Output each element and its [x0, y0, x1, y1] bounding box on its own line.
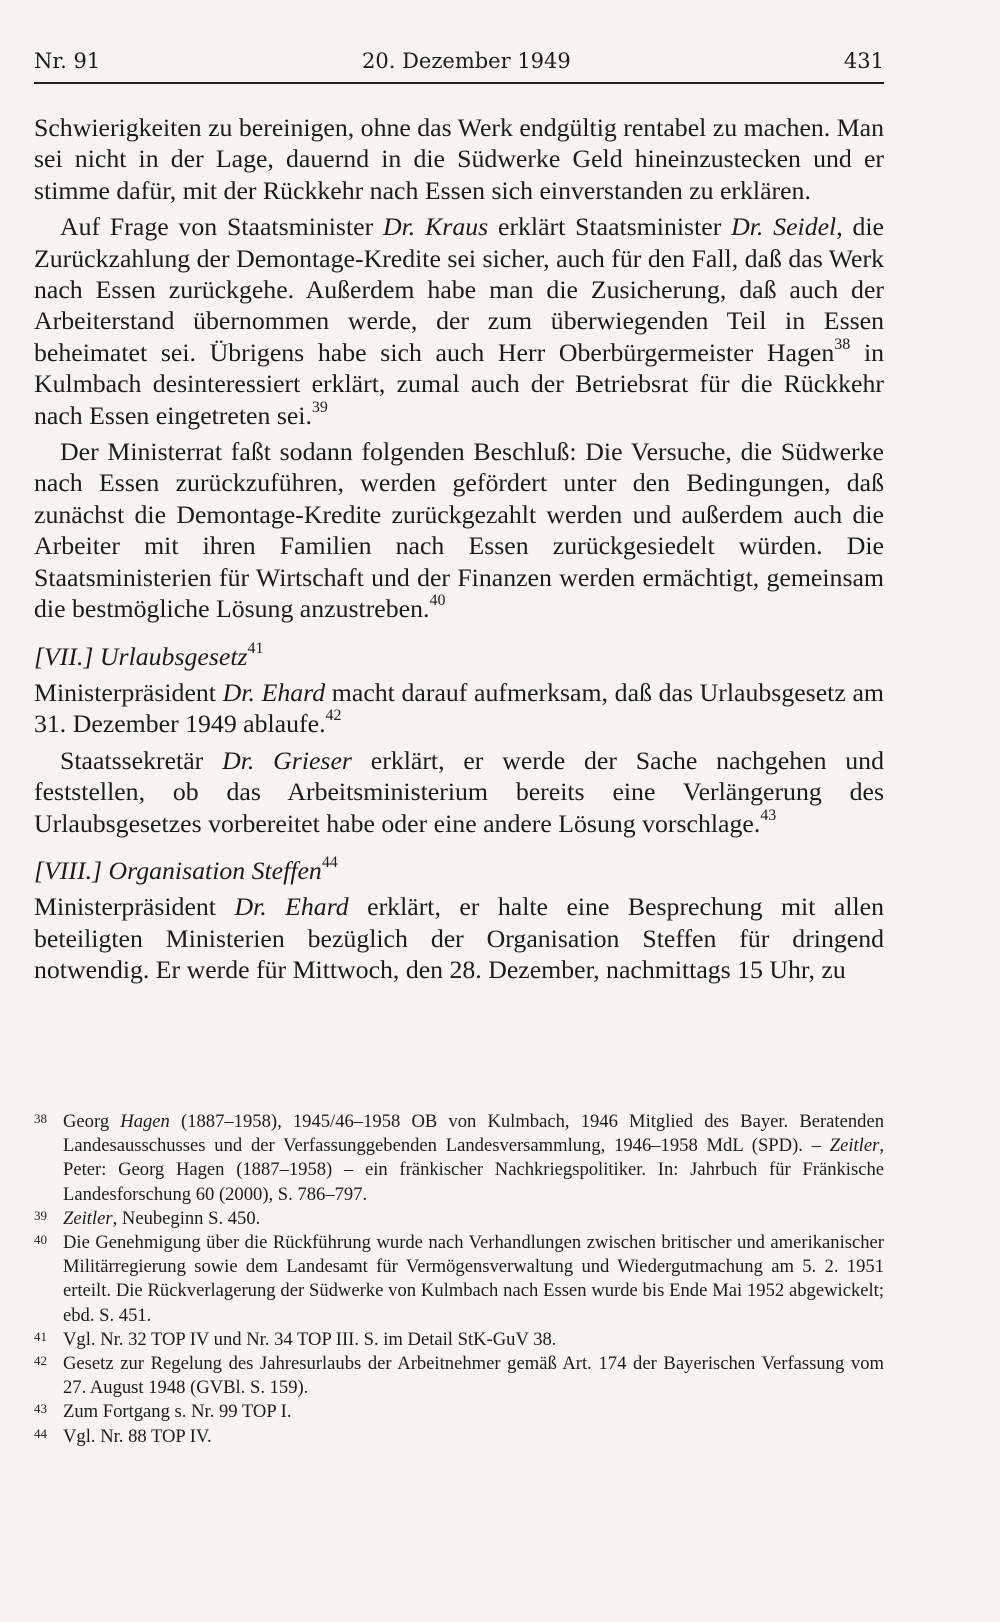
footnotes [34, 1110, 884, 1449]
paragraph-continuation: Schwierigkeiten zu bereinigen, ohne das Werk endgültig rentabel zu machen. Man sei nicht in der Lage, dauernd in die Südwerke Geld hineinzustecken und er stimme dafür, mit der Rückkehr nach Essen sich einverstanden zu erklären. [34, 113, 884, 205]
footnote-ref[interactable]: 42 [325, 707, 342, 725]
footnote-44: 44 Vgl. Nr. 88 TOP IV. [34, 1425, 212, 1447]
paragraph-grieser: Staatssekretär Dr. Grieser erklärt, er werde der Sache nachgehen und feststellen, ob das Arbeitsministerium bereits eine Verlängerung des Urlaubsgesetzes vorbereitet habe oder eine andere Lösung vorschlage.$^{43}$ [34, 745, 884, 838]
footnote-43: 43 Zum Fortgang s. Nr. 99 TOP I. [34, 1401, 292, 1423]
footnote-40: 40 Die Genehmigung über die Rückführung wurde nach Verhandlungen zwischen britischer und amerikanischer Militärregierung sowie dem Landesamt für Vermögensverwaltung und Wiedergutmachung am 5. 2. 1951 erteilt. Die Rückverlagerung der Südwerke von Kulmbach nach Essen wurde bis Ende Mai 1952 abgewickelt; ebd. S. 451. [34, 1232, 884, 1326]
footnote-number: 39 [34, 1207, 47, 1223]
person-name: Dr. Seidel [731, 212, 837, 242]
paragraph-beschluss: Der Ministerrat faßt sodann folgenden Beschluß: Die Versuche, die Südwerke nach Essen zurückzuführen, werden gefördert unter den Bedingungen, daß zunächst die Demontage-Kredite zurückgezahlt werden und außerdem auch die Arbeiter mit ihren Familien nach Essen zurückgesiedelt würden. Die Staatsministerien für Wirtschaft und der Finanzen werden ermächtigt, gemeinsam die bestmögliche Lösung anzustreben.$^{40}$ [34, 437, 884, 624]
document-number: Nr. 91 [34, 49, 101, 73]
person-name: Dr. Ehard [222, 677, 326, 707]
footnote-ref[interactable]: 44 [321, 853, 338, 871]
paragraph-ehard-steffen: Ministerpräsident Dr. Ehard erklärt, er halte eine Besprechung mit allen beteiligten Ministerien bezüglich der Organisation Steffen für dringend notwendig. Er werde für Mittwoch, den 28. Dezember, nachmittags 15 Uhr, zu [34, 892, 884, 985]
footnote-number: 43 [34, 1401, 47, 1417]
page-number: 431 [843, 49, 884, 73]
paragraph-kraus-seidel: Auf Frage von Staatsminister Dr. Kraus erklärt Staatsminister Dr. Seidel, die Zurückzahlung der Demontage-Kredite sei sicher, auch für den Fall, daß das Werk nach Essen zurückgehe. Außerdem habe man die Zusicherung, daß auch der Arbeiterstand übernommen werde, der zum überwiegenden Teil in Essen beheimatet sei. Übrigens habe sich auch Herr Oberbürgermeister Hagen$^{38}$ in Kulmbach desinteressiert erklärt, zumal auch der Betriebsrat für die Rückkehr nach Essen eingetreten sei.$^{39}$ [34, 212, 885, 430]
footnote-38: 38 Georg Hagen (1887–1958), 1945/46–1958 OB von Kulmbach, 1946 Mitglied des Bayer. Beratenden Landesausschusses und der Verfassunggebenden Landesversammlung, 1946–1958 MdL (SPD). – Zeitler, Peter: Georg Hagen (1887–1958) – ein fränkischer Nachkriegspolitiker. In: Jahrbuch für Fränkische Landesforschung 60 (2000), S. 786–797. [34, 1111, 884, 1205]
footnote-41: 41 Vgl. Nr. 32 TOP IV und Nr. 34 TOP III. S. im Detail StK-GuV 38. [34, 1328, 557, 1350]
footnote-number: 42 [34, 1353, 47, 1369]
main-text [34, 112, 884, 986]
running-header [34, 46, 884, 84]
paragraph-ehard-urlaub: Ministerpräsident Dr. Ehard macht darauf aufmerksam, daß das Urlaubsgesetz am 31. Dezember 1949 ablaufe.$^{42}$ [34, 677, 884, 739]
footnote-number: 41 [34, 1328, 47, 1344]
footnote-ref[interactable]: 39 [311, 398, 328, 416]
document-date: 20. Dezember 1949 [362, 49, 571, 73]
section-heading-viii: [VIII.] Organisation Steffen$^{44}$ [34, 853, 338, 885]
footnote-ref[interactable]: 43 [760, 806, 777, 824]
footnote-number: 40 [34, 1232, 47, 1248]
person-name: Dr. Grieser [222, 745, 352, 775]
footnote-39: 39 Zeitler, Neubeginn S. 450. [34, 1207, 261, 1229]
person-name: Dr. Kraus [383, 212, 489, 242]
footnote-42: 42 Gesetz zur Regelung des Jahresurlaubs der Arbeitnehmer gemäß Art. 174 der Bayerischen Verfassung vom 27. August 1948 (GVBl. S. 159). [34, 1353, 884, 1399]
footnote-ref[interactable]: 38 [834, 335, 851, 353]
footnote-number: 38 [34, 1111, 47, 1126]
footnote-number: 44 [34, 1425, 47, 1441]
footnote-ref[interactable]: 40 [429, 592, 446, 610]
section-heading-vii: [VII.] Urlaubsgesetz$^{41}$ [34, 639, 264, 671]
person-name: Dr. Ehard [234, 892, 349, 922]
footnote-ref[interactable]: 41 [247, 639, 264, 657]
